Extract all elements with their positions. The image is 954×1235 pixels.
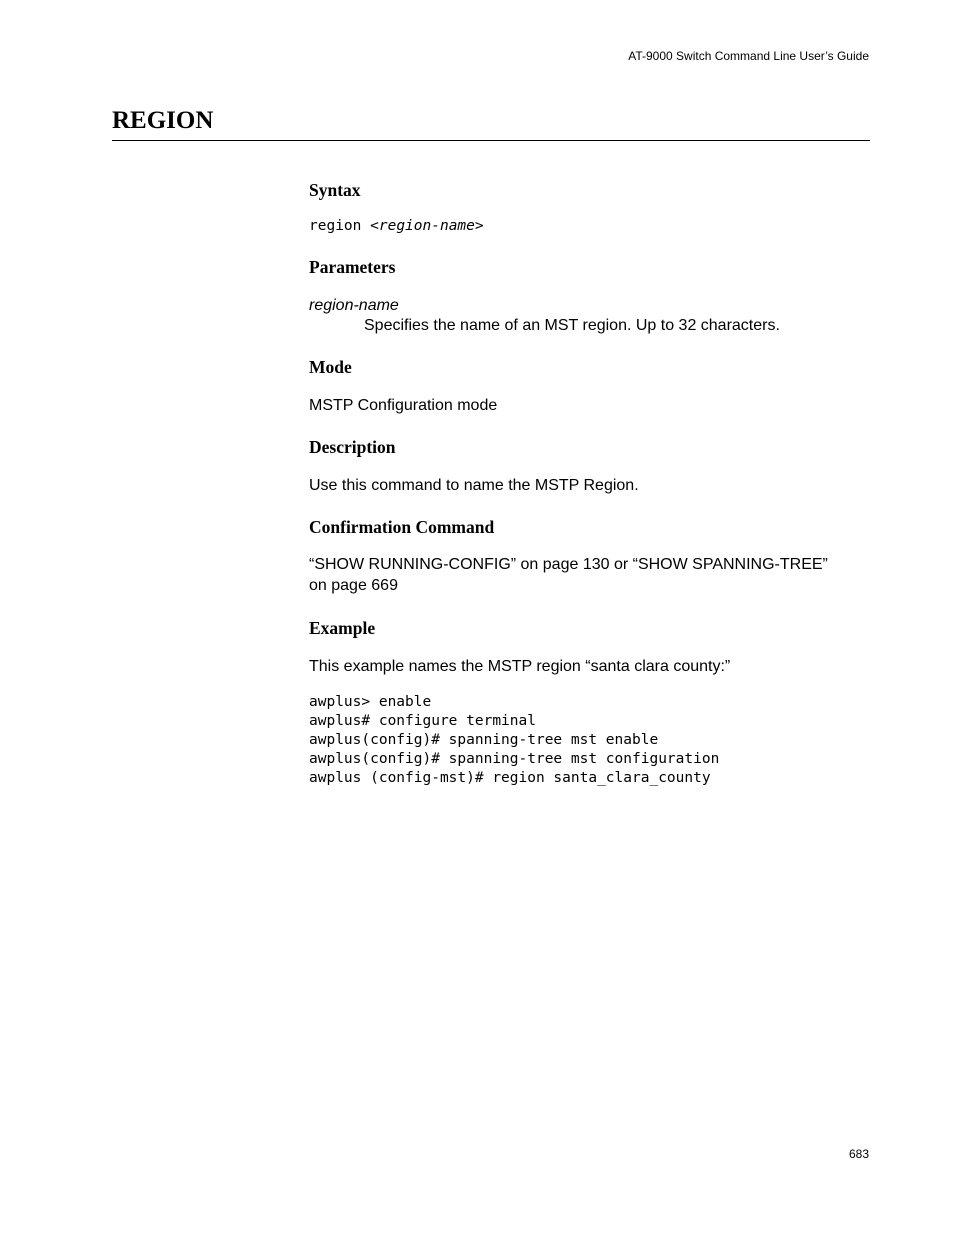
code-line: awplus# configure terminal <box>309 713 536 729</box>
title-divider <box>112 140 870 141</box>
page-number: 683 <box>848 1147 869 1161</box>
parameter-description: Specifies the name of an MST region. Up to 32 characters. <box>364 317 780 334</box>
syntax-heading: Syntax <box>309 180 361 200</box>
parameters-heading: Parameters <box>309 257 396 277</box>
confirmation-heading: Confirmation Command <box>309 517 495 537</box>
syntax-line <box>309 217 871 236</box>
description-text: Use this command to name the MSTP Region. <box>309 477 639 494</box>
example-heading: Example <box>309 618 376 638</box>
confirmation-line-2: on page 669 <box>309 577 398 594</box>
parameter-name: region-name <box>309 297 399 314</box>
code-line: awplus(config)# spanning-tree mst configuration <box>309 751 720 767</box>
example-code-block <box>309 693 871 788</box>
syntax-argument: <region-name> <box>370 218 484 234</box>
page-title: REGION <box>112 107 214 134</box>
code-line: awplus> enable <box>309 694 432 710</box>
main-content <box>309 180 871 788</box>
example-intro: This example names the MSTP region “santa clara county:” <box>309 658 731 675</box>
running-header: AT-9000 Switch Command Line User’s Guide <box>628 49 869 63</box>
code-line: awplus(config)# spanning-tree mst enable <box>309 732 659 748</box>
code-line: awplus (config-mst)# region santa_clara_county <box>309 770 711 786</box>
description-heading: Description <box>309 437 396 457</box>
mode-text: MSTP Configuration mode <box>309 397 498 414</box>
confirmation-line-1: “SHOW RUNNING-CONFIG” on page 130 or “SHOW SPANNING-TREE” <box>309 556 828 573</box>
mode-heading: Mode <box>309 357 352 377</box>
syntax-command: region <box>309 218 362 234</box>
